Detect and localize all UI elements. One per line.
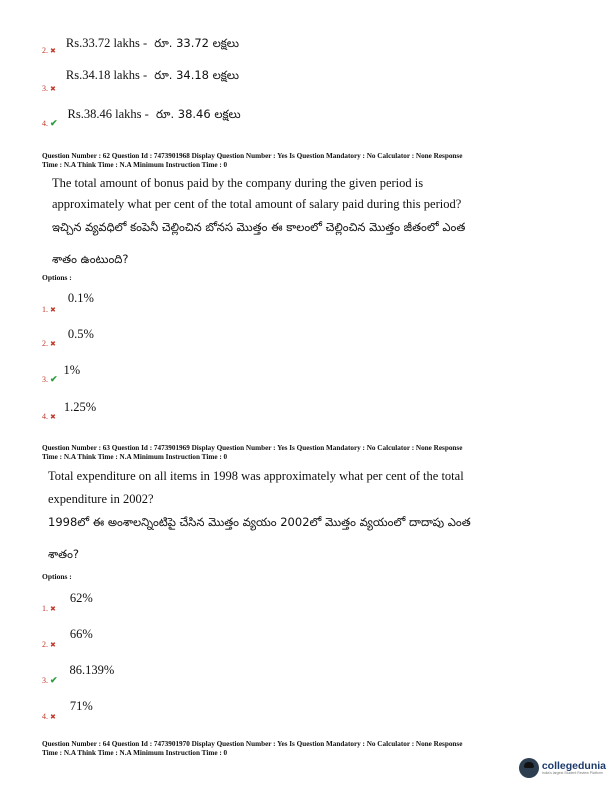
question-text-te: ఇచ్చిన వ్యవధిలో కంపెనీ చెల్లించిన బోనస మొత్తం ఈ కాలంలో చెల్లించిన మొత్తం జీతంలో ఎంత xyxy=(52,220,466,234)
option-text: 1% xyxy=(63,363,81,377)
meta-line: Time : N.A Think Time : N.A Minimum Instruction Time : 0 xyxy=(42,161,228,169)
option-item xyxy=(42,589,93,613)
option-number: 2. xyxy=(42,640,48,649)
option-text-te: రూ. 34.18 లక్షలు xyxy=(154,68,239,82)
option-item xyxy=(42,361,80,385)
option-item xyxy=(42,325,94,348)
question-text-en: approximately what per cent of the total amount of salary paid during this period? xyxy=(52,197,462,211)
question-text-en: The total amount of bonus paid by the company during the given period is xyxy=(52,176,424,190)
logo-tagline: India's largest Student Review Platform xyxy=(541,771,603,775)
option-text: 71% xyxy=(69,699,93,713)
wrong-mark-icon: ✖ xyxy=(50,641,56,649)
options-label: Options : xyxy=(42,273,72,282)
option-text: 86.139% xyxy=(69,663,115,677)
option-text: 62% xyxy=(69,591,93,605)
option-text-en: Rs.34.18 lakhs xyxy=(65,68,140,82)
option-separator: - xyxy=(139,36,151,50)
correct-mark-icon: ✔ xyxy=(50,675,58,685)
option-text: 0.1% xyxy=(67,291,94,305)
wrong-mark-icon: ✖ xyxy=(50,85,56,93)
wrong-mark-icon: ✖ xyxy=(50,605,56,613)
option-number: 4. xyxy=(42,119,48,128)
collegedunia-logo xyxy=(519,758,606,778)
option-text-en: Rs.38.46 lakhs xyxy=(67,107,142,121)
option-number: 3. xyxy=(42,676,48,685)
option-text: 1.25% xyxy=(63,400,97,414)
question-text-en: expenditure in 2002? xyxy=(48,492,154,506)
option-number: 1. xyxy=(42,305,48,314)
question-text-te: 1998లో ఈ అంశాలన్నింటిపై చేసిన మొత్తం వ్యయం 2002లో మొత్తం వ్యయంలో దాదాపు ఎంత xyxy=(48,515,471,529)
question-meta xyxy=(42,444,572,462)
meta-line: Time : N.A Think Time : N.A Minimum Instruction Time : 0 xyxy=(42,749,228,757)
option-number: 3. xyxy=(42,84,48,93)
option-text: 66% xyxy=(69,627,93,641)
options-label: Options : xyxy=(42,572,72,581)
question-text-te: శాతం? xyxy=(48,547,80,561)
option-item xyxy=(42,398,96,421)
option-number: 4. xyxy=(42,712,48,721)
wrong-mark-icon: ✖ xyxy=(50,306,56,314)
top-option-3 xyxy=(42,66,239,93)
top-option-2 xyxy=(42,34,239,55)
question-text xyxy=(48,466,471,565)
question-meta xyxy=(42,152,572,170)
wrong-mark-icon: ✖ xyxy=(50,47,56,55)
option-text-te: రూ. 33.72 లక్షలు xyxy=(154,36,239,50)
option-item xyxy=(42,625,93,649)
meta-line: Question Number : 62 Question Id : 7473901968 Display Question Number : Yes Is Question Mandatory : No Calculator : None Response xyxy=(42,152,463,160)
meta-line: Question Number : 63 Question Id : 7473901969 Display Question Number : Yes Is Question Mandatory : No Calculator : None Response xyxy=(42,444,463,452)
correct-mark-icon: ✔ xyxy=(50,374,58,384)
question-text-en: Total expenditure on all items in 1998 was approximately what per cent of the total xyxy=(48,469,464,483)
meta-line: Question Number : 64 Question Id : 7473901970 Display Question Number : Yes Is Question Mandatory : No Calculator : None Response xyxy=(42,740,463,748)
question-meta xyxy=(42,740,572,758)
wrong-mark-icon: ✖ xyxy=(50,413,56,421)
option-number: 3. xyxy=(42,375,48,384)
option-item xyxy=(42,661,114,686)
wrong-mark-icon: ✖ xyxy=(50,340,56,348)
option-item xyxy=(42,289,94,314)
top-option-4 xyxy=(42,105,241,129)
logo-avatar-icon xyxy=(519,758,539,778)
question-text xyxy=(52,173,465,270)
option-number: 2. xyxy=(42,339,48,348)
option-number: 4. xyxy=(42,412,48,421)
option-separator: - xyxy=(141,107,152,121)
correct-mark-icon: ✔ xyxy=(50,118,58,128)
option-text-te: రూ. 38.46 లక్షలు xyxy=(155,107,241,121)
question-text-te: శాతం ఉంటుంది? xyxy=(52,252,129,266)
option-number: 2. xyxy=(42,46,48,55)
option-text: 0.5% xyxy=(67,327,94,341)
option-item xyxy=(42,697,93,721)
meta-line: Time : N.A Think Time : N.A Minimum Instruction Time : 0 xyxy=(42,453,228,461)
option-text-en: Rs.33.72 lakhs xyxy=(65,36,140,50)
wrong-mark-icon: ✖ xyxy=(50,713,56,721)
option-separator: - xyxy=(139,68,151,82)
logo-name: collegedunia xyxy=(541,760,606,772)
option-number: 1. xyxy=(42,604,48,613)
